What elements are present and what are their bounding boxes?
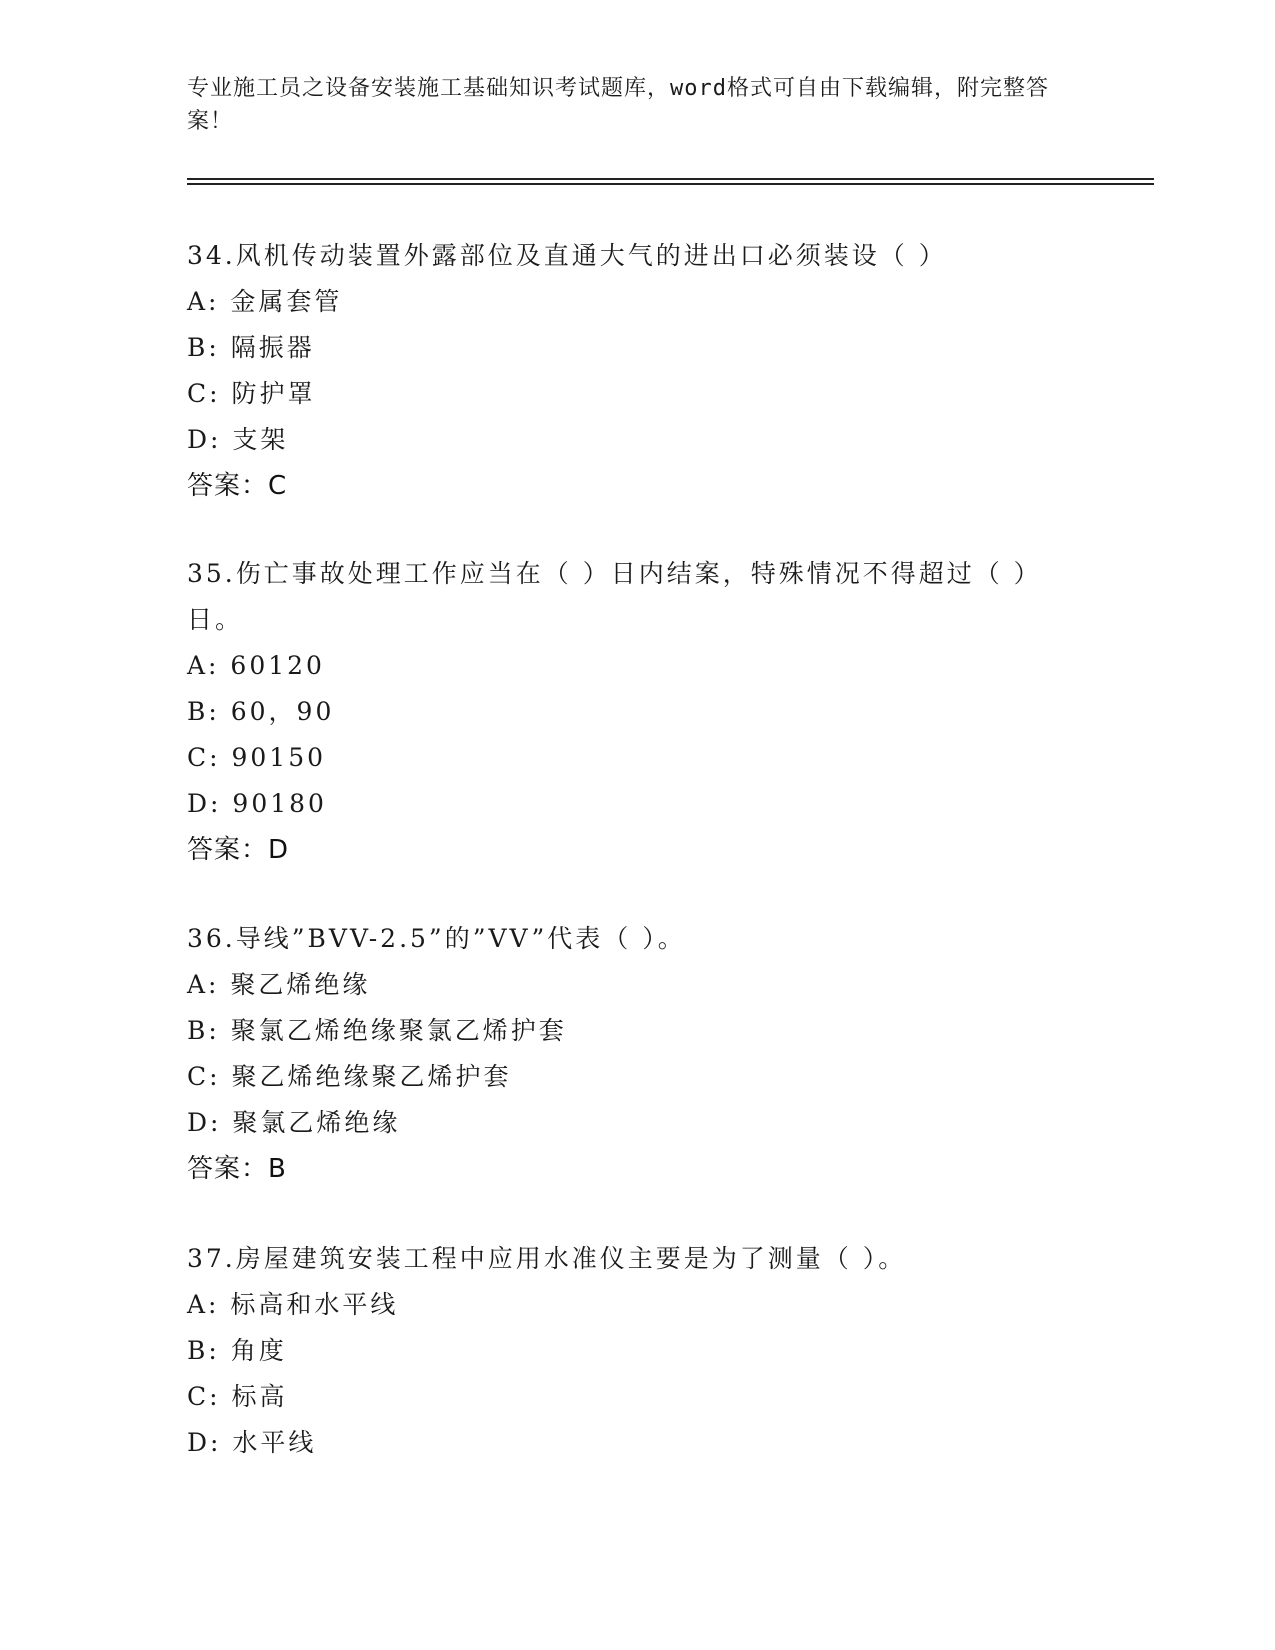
option-a: A: 标高和水平线 xyxy=(187,1290,399,1319)
question-36 xyxy=(187,916,1087,1192)
question-text: 37.房屋建筑安装工程中应用水准仪主要是为了测量（ ）。 xyxy=(187,1244,907,1273)
option-d: D: 水平线 xyxy=(187,1428,317,1457)
question-37 xyxy=(187,1236,1087,1466)
header-divider-bottom xyxy=(187,183,1154,185)
question-35 xyxy=(187,551,1087,873)
option-c: C: 防护罩 xyxy=(187,379,316,408)
answer-text: 答案：C xyxy=(187,471,288,501)
header-divider-top xyxy=(187,178,1154,180)
option-c: C: 聚乙烯绝缘聚乙烯护套 xyxy=(187,1062,512,1091)
question-34 xyxy=(187,233,1087,509)
answer-text: 答案：D xyxy=(187,835,290,865)
answer-text: 答案：B xyxy=(187,1154,287,1184)
question-text: 36.导线”BVV-2.5”的”VV”代表（ ）。 xyxy=(187,924,686,953)
option-c: C: 标高 xyxy=(187,1382,288,1411)
option-b: B: 60，90 xyxy=(187,697,335,726)
option-a: A: 聚乙烯绝缘 xyxy=(187,970,371,999)
option-b: B: 聚氯乙烯绝缘聚氯乙烯护套 xyxy=(187,1016,567,1045)
option-d: D: 聚氯乙烯绝缘 xyxy=(187,1108,401,1137)
option-a: A: 60120 xyxy=(187,651,325,680)
option-d: D: 支架 xyxy=(187,425,289,454)
option-c: C: 90150 xyxy=(187,743,327,772)
question-text: 34.风机传动装置外露部位及直通大气的进出口必须装设（ ） xyxy=(187,241,947,270)
option-d: D: 90180 xyxy=(187,789,327,818)
option-a: A: 金属套管 xyxy=(187,287,343,316)
option-b: B: 角度 xyxy=(187,1336,287,1365)
question-text: 35.伤亡事故处理工作应当在（ ）日内结案，特殊情况不得超过（ ）日。 xyxy=(187,559,1042,634)
option-b: B: 隔振器 xyxy=(187,333,315,362)
document-title: 专业施工员之设备安装施工基础知识考试题库，word格式可自由下载编辑，附完整答案！ xyxy=(187,76,1049,134)
